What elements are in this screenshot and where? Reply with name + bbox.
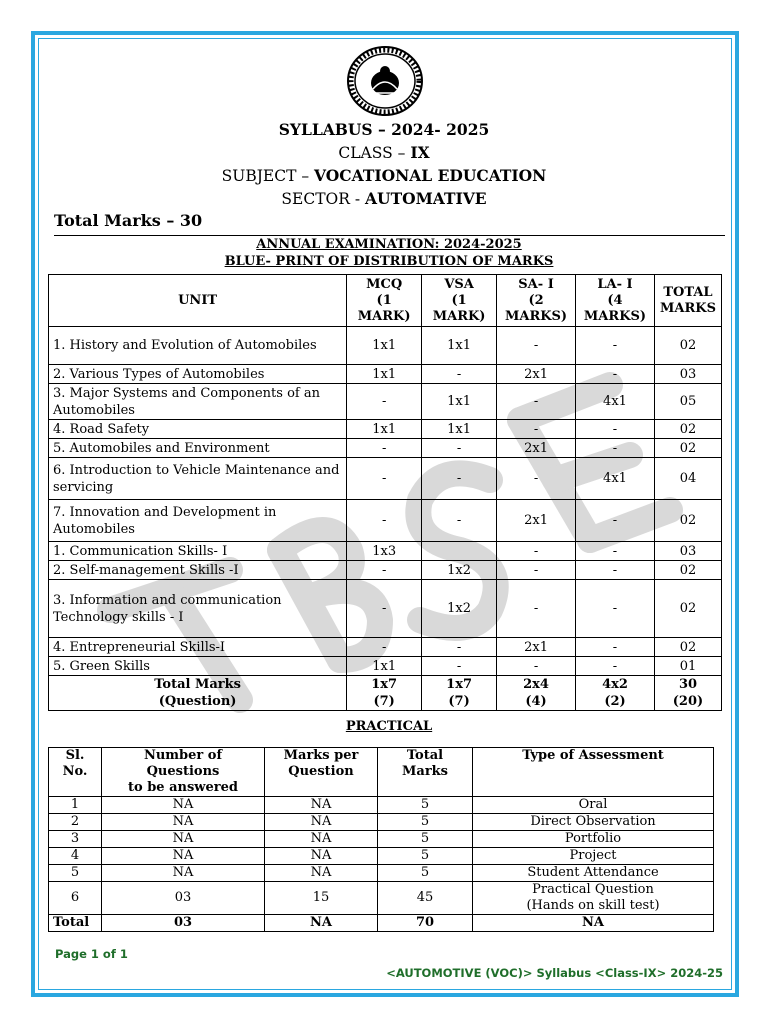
blueprint-row [49, 384, 722, 420]
cell-la: - [576, 638, 655, 657]
sector-line: SECTOR - AUTOMATIVE [281, 189, 487, 208]
practical-cell-per: NA [265, 814, 378, 831]
cell-sa: 2x1 [497, 439, 576, 458]
cell-mcq: - [347, 384, 422, 420]
header-assessment: Type of Assessment [473, 748, 714, 797]
practical-cell-num: NA [102, 848, 265, 865]
cell-vsa [422, 542, 497, 561]
header-sa: SA- I (2 MARKS) [497, 275, 576, 327]
cell-unit: 7. Innovation and Development in Automobiles [49, 500, 347, 542]
cell-total: 02 [654, 561, 721, 580]
practical-row [49, 848, 714, 865]
practical-total-per: NA [265, 915, 378, 932]
cell-vsa: - [422, 500, 497, 542]
cell-la: - [576, 500, 655, 542]
practical-cell-per: NA [265, 848, 378, 865]
practical-title: PRACTICAL [345, 719, 433, 734]
cell-unit: 2. Various Types of Automobiles [49, 365, 347, 384]
cell-mcq: 1x1 [347, 327, 422, 365]
cell-total: 03 [654, 542, 721, 561]
practical-cell-total: 5 [378, 814, 473, 831]
cell-mcq: - [347, 458, 422, 500]
practical-cell-sl: 5 [49, 865, 102, 882]
header-marks-per: Marks per Question [265, 748, 378, 797]
practical-cell-total: 5 [378, 865, 473, 882]
blueprint-row [49, 365, 722, 384]
blueprint-row [49, 561, 722, 580]
blueprint-row [49, 327, 722, 365]
practical-total-row [49, 915, 714, 932]
cell-unit: 4. Road Safety [49, 420, 347, 439]
cell-unit: 1. History and Evolution of Automobiles [49, 327, 347, 365]
practical-total-num: 03 [102, 915, 265, 932]
cell-sa: - [497, 458, 576, 500]
cell-total: 05 [654, 384, 721, 420]
cell-vsa: 1x1 [422, 420, 497, 439]
cell-la: - [576, 365, 655, 384]
cell-total: 02 [654, 580, 721, 638]
cell-sa: - [497, 384, 576, 420]
practical-row [49, 865, 714, 882]
cell-mcq: - [347, 561, 422, 580]
practical-cell-type: Portfolio [473, 831, 714, 848]
total-sa: 2x4 (4) [497, 676, 576, 711]
practical-cell-type: Direct Observation [473, 814, 714, 831]
practical-cell-num: NA [102, 797, 265, 814]
cell-la: - [576, 327, 655, 365]
cell-sa: 2x1 [497, 500, 576, 542]
practical-cell-num: NA [102, 814, 265, 831]
cell-total: 02 [654, 638, 721, 657]
cell-total: 02 [654, 439, 721, 458]
cell-sa: - [497, 327, 576, 365]
cell-total: 01 [654, 657, 721, 676]
blueprint-header-row [49, 275, 722, 327]
practical-cell-per: NA [265, 797, 378, 814]
practical-row [49, 814, 714, 831]
cell-total: 04 [654, 458, 721, 500]
blueprint-row [49, 580, 722, 638]
cell-la: - [576, 420, 655, 439]
class-line: CLASS – IX [338, 143, 430, 162]
practical-cell-per: 15 [265, 882, 378, 915]
practical-table [48, 747, 714, 932]
practical-header-row [49, 748, 714, 797]
practical-row [49, 882, 714, 915]
blueprint-row [49, 542, 722, 561]
cell-total: 02 [654, 420, 721, 439]
cell-unit: 2. Self-management Skills -I [49, 561, 347, 580]
cell-sa: - [497, 580, 576, 638]
practical-cell-sl: 6 [49, 882, 102, 915]
cell-sa: - [497, 420, 576, 439]
practical-row [49, 797, 714, 814]
syllabus-title: SYLLABUS – 2024- 2025 [278, 120, 490, 139]
blueprint-row [49, 638, 722, 657]
cell-sa: - [497, 657, 576, 676]
cell-unit: 6. Introduction to Vehicle Maintenance and servicing [49, 458, 347, 500]
cell-sa: 2x1 [497, 638, 576, 657]
cell-la: - [576, 439, 655, 458]
practical-cell-sl: 2 [49, 814, 102, 831]
exam-title: ANNUAL EXAMINATION: 2024-2025 [256, 237, 522, 252]
practical-total-label: Total [49, 915, 102, 932]
cell-mcq: - [347, 638, 422, 657]
header-sl: Sl. No. [49, 748, 102, 797]
total-mcq: 1x7 (7) [347, 676, 422, 711]
total-label: Total Marks (Question) [49, 676, 347, 711]
practical-cell-total: 5 [378, 848, 473, 865]
cell-total: 02 [654, 500, 721, 542]
practical-cell-type: Project [473, 848, 714, 865]
header-total-marks: Total Marks [378, 748, 473, 797]
cell-total: 03 [654, 365, 721, 384]
header-vsa: VSA (1 MARK) [422, 275, 497, 327]
blueprint-total-row [49, 676, 722, 711]
practical-total-total: 70 [378, 915, 473, 932]
document-footer: <AUTOMOTIVE (VOC)> Syllabus <Class-IX> 2024-25 [386, 966, 723, 980]
cell-vsa: 1x1 [422, 384, 497, 420]
cell-vsa: - [422, 439, 497, 458]
header-num-questions: Number of Questions to be answered [102, 748, 265, 797]
header-total: TOTAL MARKS [654, 275, 721, 327]
cell-unit: 5. Green Skills [49, 657, 347, 676]
practical-cell-per: NA [265, 865, 378, 882]
header-unit: UNIT [49, 275, 347, 327]
practical-cell-num: 03 [102, 882, 265, 915]
cell-mcq: 1x1 [347, 365, 422, 384]
cell-mcq: - [347, 500, 422, 542]
cell-la: - [576, 657, 655, 676]
practical-cell-total: 45 [378, 882, 473, 915]
practical-cell-per: NA [265, 831, 378, 848]
cell-vsa: 1x2 [422, 561, 497, 580]
practical-total-type: NA [473, 915, 714, 932]
cell-mcq: 1x1 [347, 657, 422, 676]
cell-la: - [576, 580, 655, 638]
cell-unit: 3. Information and communication Technology skills - I [49, 580, 347, 638]
cell-vsa: 1x2 [422, 580, 497, 638]
subject-line: SUBJECT – VOCATIONAL EDUCATION [221, 166, 547, 185]
cell-vsa: - [422, 365, 497, 384]
blueprint-table [48, 274, 722, 711]
cell-la: 4x1 [576, 384, 655, 420]
practical-cell-total: 5 [378, 831, 473, 848]
total-total: 30 (20) [654, 676, 721, 711]
cell-mcq: - [347, 580, 422, 638]
cell-la: - [576, 561, 655, 580]
practical-cell-type: Oral [473, 797, 714, 814]
practical-cell-sl: 4 [49, 848, 102, 865]
blueprint-row [49, 657, 722, 676]
cell-vsa: - [422, 657, 497, 676]
board-logo [345, 45, 425, 117]
cell-unit: 4. Entrepreneurial Skills-I [49, 638, 347, 657]
total-vsa: 1x7 (7) [422, 676, 497, 711]
cell-mcq: - [347, 439, 422, 458]
cell-sa: 2x1 [497, 365, 576, 384]
total-la: 4x2 (2) [576, 676, 655, 711]
cell-mcq: 1x1 [347, 420, 422, 439]
practical-cell-sl: 1 [49, 797, 102, 814]
practical-cell-type: Practical Question (Hands on skill test) [473, 882, 714, 915]
cell-vsa: - [422, 638, 497, 657]
cell-vsa: - [422, 458, 497, 500]
practical-cell-type: Student Attendance [473, 865, 714, 882]
cell-mcq: 1x3 [347, 542, 422, 561]
cell-sa: - [497, 542, 576, 561]
cell-unit: 3. Major Systems and Components of an Automobiles [49, 384, 347, 420]
cell-unit: 5. Automobiles and Environment [49, 439, 347, 458]
cell-la: 4x1 [576, 458, 655, 500]
cell-sa: - [497, 561, 576, 580]
practical-cell-sl: 3 [49, 831, 102, 848]
practical-cell-total: 5 [378, 797, 473, 814]
blueprint-row [49, 420, 722, 439]
blueprint-row [49, 439, 722, 458]
cell-la: - [576, 542, 655, 561]
blueprint-title: BLUE- PRINT OF DISTRIBUTION OF MARKS [224, 254, 554, 269]
blueprint-row [49, 500, 722, 542]
header-mcq: MCQ (1 MARK) [347, 275, 422, 327]
practical-cell-num: NA [102, 865, 265, 882]
heading-divider [54, 235, 725, 236]
total-marks-heading: Total Marks – 30 [54, 211, 203, 230]
cell-unit: 1. Communication Skills- I [49, 542, 347, 561]
blueprint-row [49, 458, 722, 500]
practical-row [49, 831, 714, 848]
practical-cell-num: NA [102, 831, 265, 848]
header-la: LA- I (4 MARKS) [576, 275, 655, 327]
cell-total: 02 [654, 327, 721, 365]
page-number: Page 1 of 1 [55, 947, 128, 961]
cell-vsa: 1x1 [422, 327, 497, 365]
